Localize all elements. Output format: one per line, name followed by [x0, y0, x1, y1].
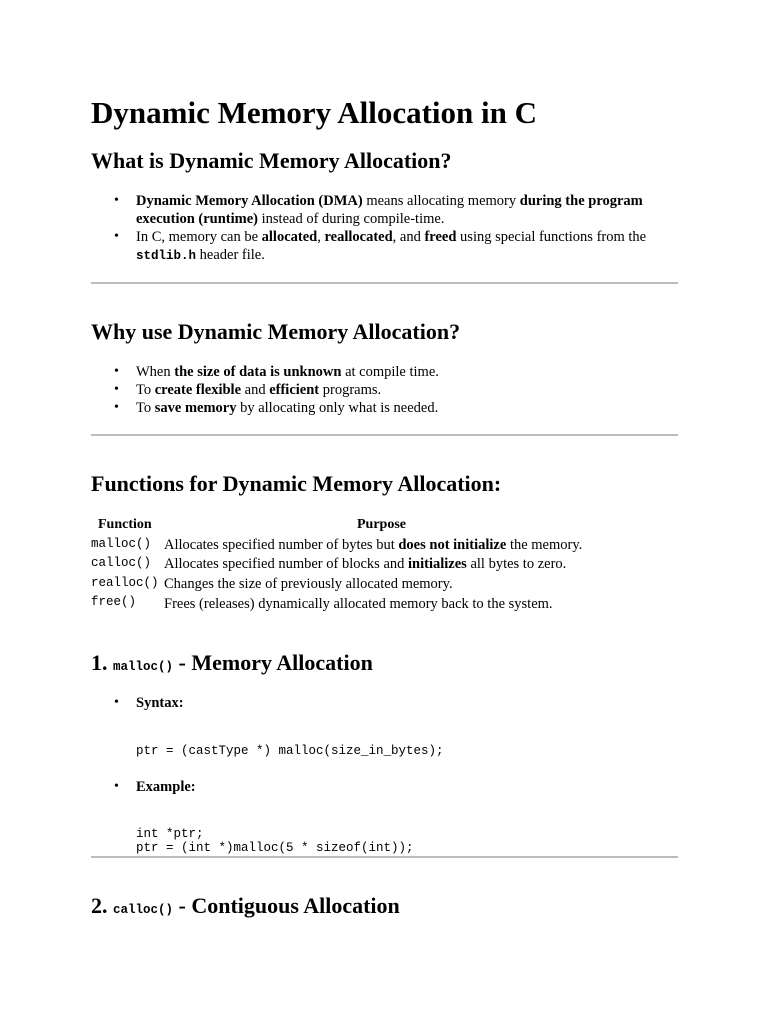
- heading-number: 1.: [91, 650, 113, 675]
- text: Allocates specified number of bytes but: [164, 537, 399, 553]
- table-cell-purpose: [164, 575, 453, 593]
- table-cell-function: calloc(): [91, 556, 152, 570]
- text: Allocates specified number of blocks and: [164, 556, 409, 572]
- text: the memory.: [506, 537, 583, 553]
- table-cell-function: malloc(): [91, 537, 152, 551]
- text: means allocating memory: [362, 193, 520, 209]
- text: by allocating only what is needed.: [236, 400, 439, 416]
- text: To: [136, 400, 155, 416]
- code-line: int *ptr;: [136, 827, 204, 841]
- text: using special functions from the: [456, 229, 647, 245]
- table-cell-purpose: [164, 555, 566, 573]
- bold-text: Example:: [136, 779, 196, 795]
- heading-what-is-dma: What is Dynamic Memory Allocation?: [91, 148, 452, 173]
- table-cell-purpose: [164, 536, 582, 554]
- bullet-icon: •: [114, 695, 119, 710]
- list-item: [136, 694, 184, 712]
- text: When: [136, 364, 175, 380]
- list-item-continuation: [136, 246, 265, 265]
- list-item: [136, 399, 438, 417]
- text: Frees (releases) dynamically allocated memory back to the system.: [164, 596, 553, 612]
- bullet-icon: •: [114, 364, 119, 379]
- text: Changes the size of previously allocated memory.: [164, 576, 453, 592]
- bold-text: create flexible: [154, 382, 242, 398]
- heading-functions: Functions for Dynamic Memory Allocation:: [91, 471, 502, 496]
- heading-malloc: [91, 652, 373, 674]
- code-line: ptr = (int *)malloc(5 * sizeof(int));: [136, 841, 414, 855]
- bold-text: efficient: [269, 382, 320, 398]
- text: In C, memory can be: [136, 229, 262, 245]
- bold-text: reallocated: [324, 229, 393, 245]
- bullet-icon: •: [114, 382, 119, 397]
- inline-code: stdlib.h: [136, 249, 197, 263]
- bullet-icon: •: [114, 229, 119, 244]
- divider: [91, 434, 678, 436]
- bold-text: Dynamic Memory Allocation (DMA): [136, 193, 363, 209]
- list-item: [136, 228, 646, 246]
- table-cell-function: realloc(): [91, 576, 159, 590]
- table-header-function: Function: [98, 517, 152, 532]
- text: To: [136, 382, 155, 398]
- heading-number: 2.: [91, 893, 113, 918]
- text: header file.: [196, 247, 265, 263]
- text: ,: [317, 229, 325, 245]
- bold-text: execution (runtime): [136, 211, 259, 227]
- list-item: [136, 363, 439, 381]
- code-block-syntax: ptr = (castType *) malloc(size_in_bytes);: [136, 744, 444, 758]
- inline-code: calloc(): [113, 903, 174, 917]
- bullet-icon: •: [114, 400, 119, 415]
- text: at compile time.: [341, 364, 439, 380]
- list-item: [136, 192, 643, 210]
- bold-text: freed: [424, 229, 457, 245]
- heading-text: - Memory Allocation: [173, 650, 373, 675]
- bold-text: save memory: [154, 400, 237, 416]
- bold-text: Syntax:: [136, 695, 184, 711]
- text: instead of during compile-time.: [258, 211, 445, 227]
- text: and: [241, 382, 270, 398]
- text: programs.: [319, 382, 382, 398]
- table-cell-purpose: [164, 595, 553, 613]
- table-cell-function: free(): [91, 595, 137, 609]
- bold-text: initializes: [408, 556, 467, 572]
- list-item: [136, 381, 381, 399]
- heading-why-use-dma: Why use Dynamic Memory Allocation?: [91, 319, 461, 344]
- divider: [91, 856, 678, 858]
- page-title: Dynamic Memory Allocation in C: [91, 95, 538, 130]
- list-item: [136, 778, 196, 796]
- heading-text: - Contiguous Allocation: [173, 893, 400, 918]
- bold-text: does not initialize: [398, 537, 507, 553]
- divider: [91, 282, 678, 284]
- text: all bytes to zero.: [466, 556, 567, 572]
- text: , and: [392, 229, 425, 245]
- heading-calloc: [91, 895, 400, 917]
- bold-text: during the program: [519, 193, 643, 209]
- bullet-icon: •: [114, 193, 119, 208]
- bold-text: allocated: [261, 229, 318, 245]
- list-item-continuation: [136, 210, 444, 228]
- bullet-icon: •: [114, 779, 119, 794]
- bold-text: the size of data is unknown: [174, 364, 342, 380]
- table-header-purpose: Purpose: [357, 517, 406, 532]
- inline-code: malloc(): [113, 660, 174, 674]
